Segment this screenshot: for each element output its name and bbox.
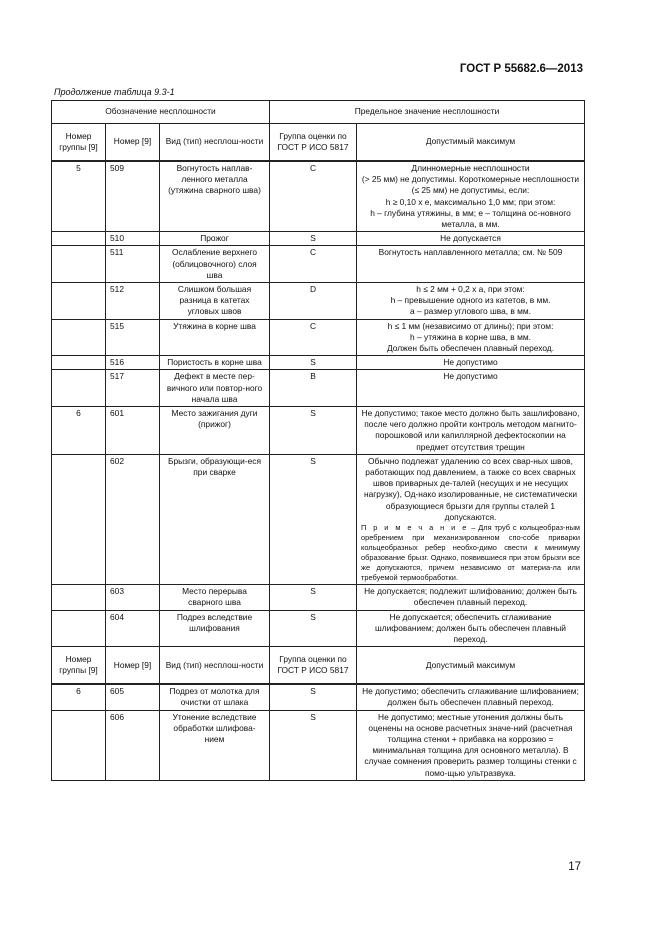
number-cell: 516 xyxy=(106,356,160,370)
max-line: h – глубина утяжины, в мм; e – толщина ос-новного металла, в мм. xyxy=(370,207,571,230)
max-cell xyxy=(357,283,585,320)
max-cell xyxy=(357,454,585,584)
group-cell xyxy=(52,585,106,610)
max-line: Вогнутость наплавленного металла; см. № 509 xyxy=(378,247,563,258)
type-cell: Утяжина в корне шва xyxy=(160,319,270,356)
table-row xyxy=(52,356,585,370)
max-line: h ≤ 2 мм + 0,2 х a, при этом: xyxy=(416,284,525,295)
type-cell: Ослабление верхнего (облицовочного) слоя шва xyxy=(160,246,270,283)
max-line: Не допускается xyxy=(440,233,501,244)
max-line: Не допустимо xyxy=(443,357,498,368)
max-cell xyxy=(357,319,585,356)
grade-cell: S xyxy=(270,684,357,710)
note-text: – Для труб с кольцеобраз-ным оребрением при механизированном спо-собе приварки кольцеобразных ребер необхо-димо свести к минимуму образование брызг. Однако, появившиеся при этом брызги все же допускаются, причем независимо от материа-ла или требуемой термообработки. xyxy=(361,523,580,583)
table-row xyxy=(52,283,585,320)
grade-cell: S xyxy=(270,585,357,610)
max-line: a – размер углового шва, в мм. xyxy=(410,306,531,317)
max-line: Не допускается; подлежит шлифованию; должен быть обеспечен плавный переход. xyxy=(364,586,577,608)
max-line: (> 25 мм) не допустимы. Короткомерные несплошности (≤ 25 мм) не допустимы, если: xyxy=(361,174,580,196)
col-header-number: Номер [9] xyxy=(106,647,160,685)
col-header-max: Допустимый максимум xyxy=(357,124,585,162)
group-header-row xyxy=(52,101,585,124)
grade-cell: C xyxy=(270,319,357,356)
max-cell xyxy=(357,246,585,283)
max-line: Должен быть обеспечен плавный переход. xyxy=(386,343,555,354)
column-header-row xyxy=(52,124,585,162)
col-header-group: Номер группы [9] xyxy=(52,647,106,685)
max-line: h – превышение одного из катетов, в мм. xyxy=(390,295,551,306)
grade-cell: S xyxy=(270,356,357,370)
max-line: Длинномерные несплошности xyxy=(411,163,530,173)
max-cell xyxy=(357,407,585,455)
number-cell: 603 xyxy=(106,585,160,610)
grade-cell: S xyxy=(270,407,357,455)
grade-cell: S xyxy=(270,610,357,647)
note-block xyxy=(361,523,580,583)
group-cell xyxy=(52,454,106,584)
col-header-grade: Группа оценки по ГОСТ Р ИСО 5817 xyxy=(270,124,357,162)
number-cell: 604 xyxy=(106,610,160,647)
max-line: Не допускается; обеспечить сглаживание шлифованием; должен быть обеспечен плавный переход. xyxy=(375,611,566,644)
table-body xyxy=(52,101,585,781)
group-cell xyxy=(52,319,106,356)
number-cell: 601 xyxy=(106,407,160,455)
number-cell: 605 xyxy=(106,684,160,710)
page-number: 17 xyxy=(568,861,581,873)
type-cell: Пористость в корне шва xyxy=(160,356,270,370)
number-cell: 511 xyxy=(106,246,160,283)
table-row xyxy=(52,161,585,232)
grade-cell: C xyxy=(270,246,357,283)
grade-cell: S xyxy=(270,710,357,780)
defects-table xyxy=(51,100,585,781)
group-cell: 6 xyxy=(52,407,106,455)
number-cell: 509 xyxy=(106,161,160,232)
type-cell: Прожог xyxy=(160,232,270,246)
grade-cell: C xyxy=(270,161,357,232)
max-cell xyxy=(357,684,585,710)
group-cell xyxy=(52,370,106,407)
group-cell xyxy=(52,283,106,320)
max-line: h ≥ 0,10 x e, максимально 1,0 мм; при этом: xyxy=(385,196,556,207)
table-row xyxy=(52,407,585,455)
group-cell xyxy=(52,246,106,283)
group-cell: 5 xyxy=(52,161,106,232)
table-row xyxy=(52,585,585,610)
max-cell xyxy=(357,610,585,647)
max-line: Обычно подлежат удалению со всех свар-ных швов, работающих под давлением, а также со всех сварных швов приварных де-талей (несущих и не несущих нагрузку), Од-нако изолированные, не систематически образующиеся брызги для группы сталей 1 допускаются. xyxy=(363,455,578,522)
group-cell xyxy=(52,232,106,246)
table-row xyxy=(52,232,585,246)
number-cell: 606 xyxy=(106,710,160,780)
type-cell: Утонение вследствие обработки шлифова-нием xyxy=(160,710,270,780)
number-cell: 512 xyxy=(106,283,160,320)
number-cell: 602 xyxy=(106,454,160,584)
col-header-type: Вид (тип) несплош-ности xyxy=(160,647,270,685)
number-cell: 510 xyxy=(106,232,160,246)
type-cell: Слишком большая разница в катетах угловых швов xyxy=(160,283,270,320)
table-row xyxy=(52,710,585,780)
max-line: Не допустимо xyxy=(443,371,498,382)
document-code: ГОСТ Р 55682.6—2013 xyxy=(459,63,583,75)
note-label: П р и м е ч а н и е xyxy=(361,523,469,533)
col-header-type: Вид (тип) несплош-ности xyxy=(160,124,270,162)
col-header-max: Допустимый максимум xyxy=(357,647,585,685)
number-cell: 517 xyxy=(106,370,160,407)
max-cell xyxy=(357,232,585,246)
table-row xyxy=(52,610,585,647)
type-cell: Место перерыва сварного шва xyxy=(160,585,270,610)
group-cell xyxy=(52,710,106,780)
col-header-grade: Группа оценки по ГОСТ Р ИСО 5817 xyxy=(270,647,357,685)
max-line: Не допустимо; такое место должно быть зашлифовано, после чего должно пройти контроль методом магнито-порошковой или капиллярной дефектоскопии на предмет отсутствия трещин xyxy=(361,408,580,452)
max-cell xyxy=(357,356,585,370)
group-header-designation: Обозначение несплошности xyxy=(52,101,270,124)
group-cell xyxy=(52,610,106,647)
max-cell xyxy=(357,370,585,407)
table-row xyxy=(52,246,585,283)
max-line: h – утяжина в корне шва, в мм. xyxy=(410,331,531,342)
table-row xyxy=(52,684,585,710)
table-row xyxy=(52,370,585,407)
grade-cell: B xyxy=(270,370,357,407)
number-cell: 515 xyxy=(106,319,160,356)
type-cell: Вогнутость наплав-ленного металла (утяжина сварного шва) xyxy=(160,161,270,232)
table-row xyxy=(52,319,585,356)
table-caption: Продолжение таблица 9.3-1 xyxy=(54,87,175,97)
type-cell: Подрез от молотка для очистки от шлака xyxy=(160,684,270,710)
col-header-number: Номер [9] xyxy=(106,124,160,162)
max-cell xyxy=(357,710,585,780)
type-cell: Дефект в месте пер-вичного или повтор-ного начала шва xyxy=(160,370,270,407)
max-line: Не допустимо; обеспечить сглаживание шлифованием; должен быть обеспечен плавный переход. xyxy=(362,686,579,708)
max-cell xyxy=(357,161,585,232)
column-header-row-repeat xyxy=(52,647,585,685)
max-line: Не допустимо; местные утонения должны быть оценены на основе расчетных значе-ний (расчетная толщина стенки + прибавка на коррозию = минимальная толщина для основного металла). В случае сомнения проверить размер толщины стенки с помо-щью ультразвука. xyxy=(364,711,577,778)
max-line: h ≤ 1 мм (независимо от длины); при этом: xyxy=(387,320,554,331)
grade-cell: S xyxy=(270,454,357,584)
max-cell xyxy=(357,585,585,610)
group-header-limit: Предельное значение несплошности xyxy=(270,101,585,124)
type-cell: Брызги, образующи-еся при сварке xyxy=(160,454,270,584)
table-row xyxy=(52,454,585,584)
type-cell: Подрез вследствие шлифования xyxy=(160,610,270,647)
type-cell: Место зажигания дуги (прижог) xyxy=(160,407,270,455)
grade-cell: D xyxy=(270,283,357,320)
group-cell xyxy=(52,356,106,370)
group-cell: 6 xyxy=(52,684,106,710)
grade-cell: S xyxy=(270,232,357,246)
col-header-group: Номер группы [9] xyxy=(52,124,106,162)
